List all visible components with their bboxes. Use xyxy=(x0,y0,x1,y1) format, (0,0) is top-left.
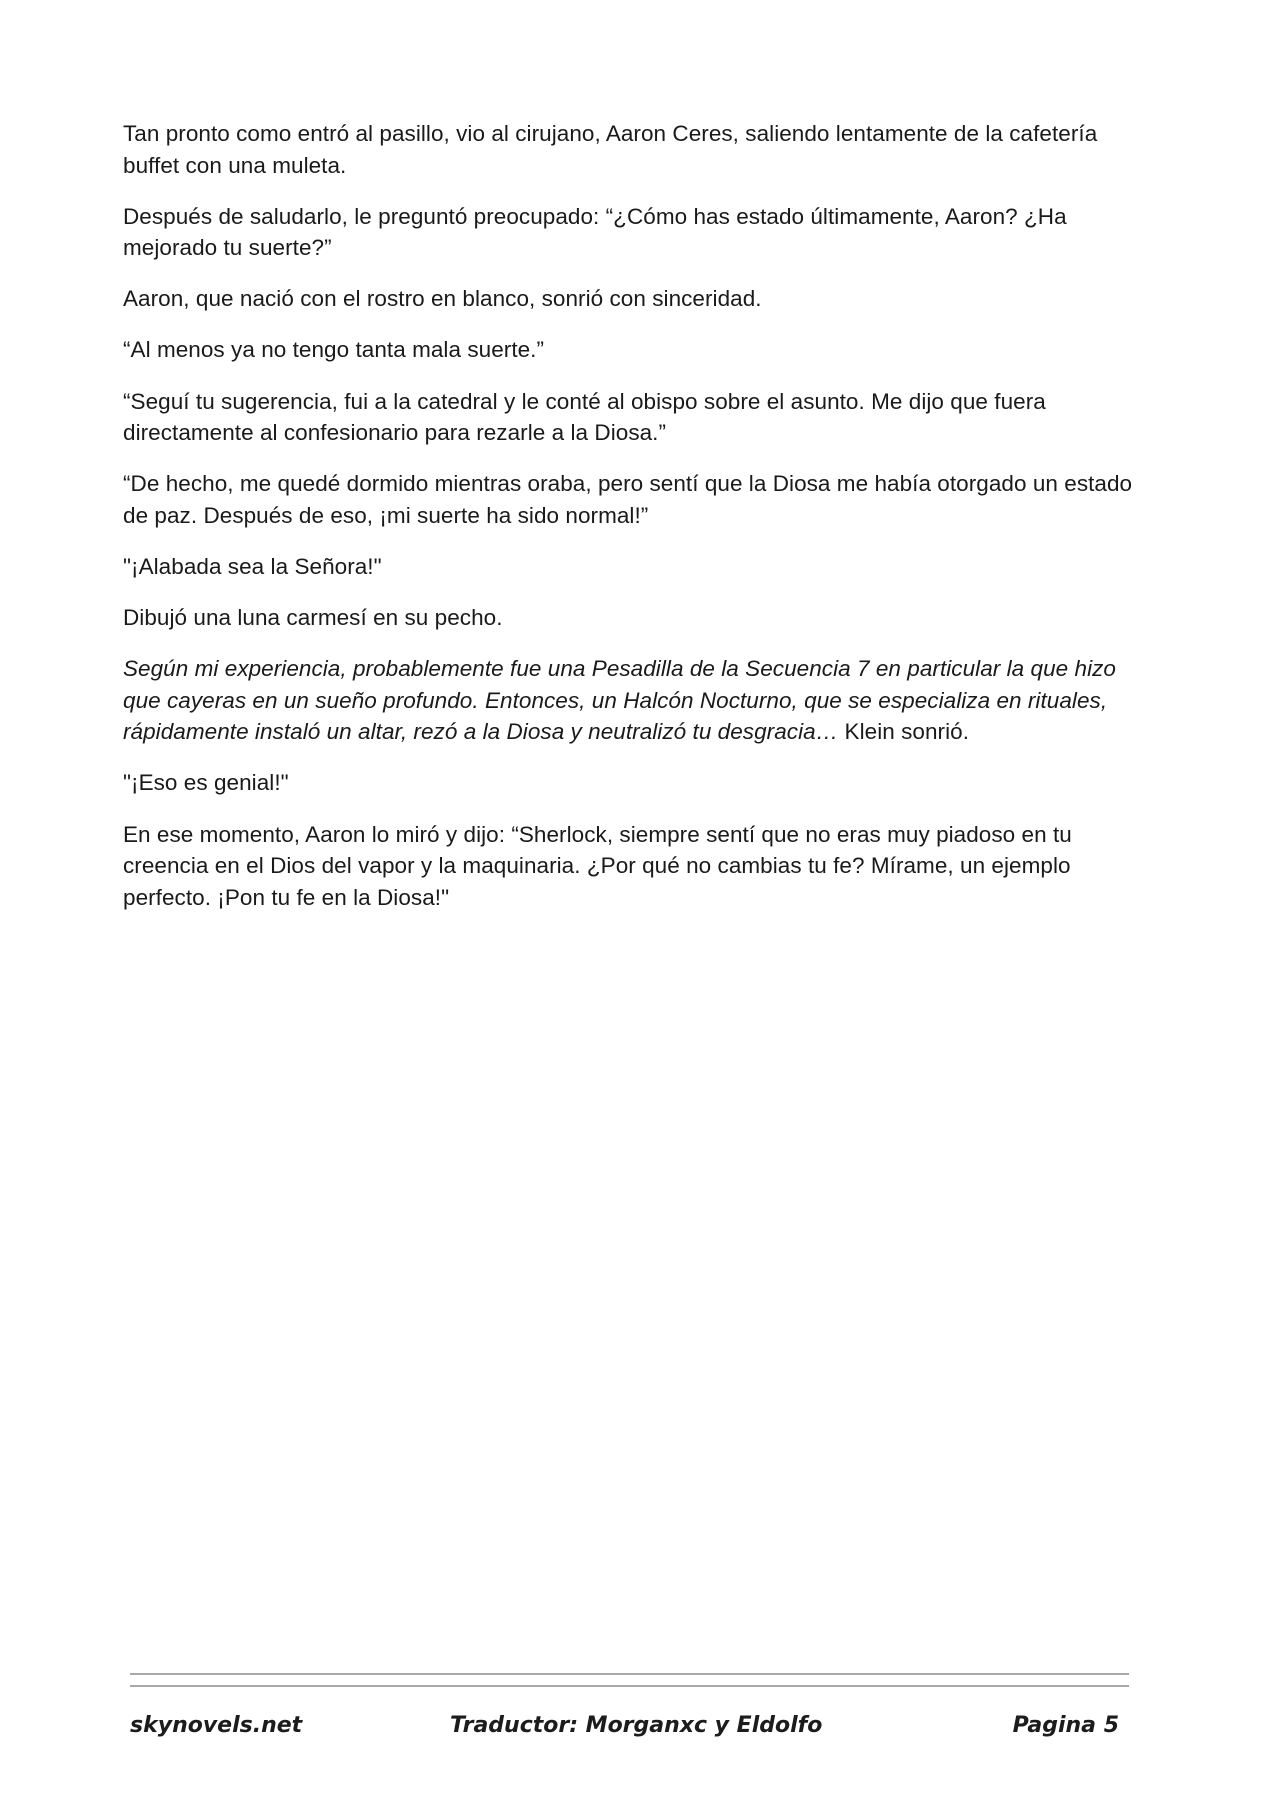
paragraph-4: “Al menos ya no tengo tanta mala suerte.” xyxy=(123,337,545,363)
paragraph-11: En ese momento, Aaron lo miró y dijo: “Sherlock, siempre sentí que no eras muy piadoso en tu creencia en el Dios del vapor y la maquinaria. ¿Por qué no cambias tu fe? Mírame, un ejemplo perfecto. ¡Pon tu fe en la Diosa!" xyxy=(123,821,1072,910)
paragraph-10: "¡Eso es genial!" xyxy=(123,770,289,796)
footer-divider-bottom xyxy=(130,1685,1129,1687)
paragraph-9-narration: Klein sonrió. xyxy=(838,719,970,745)
paragraph-5: “Seguí tu sugerencia, fui a la catedral y le conté al obispo sobre el asunto. Me dijo que fuera directamente al confesionario para rezarle a la Diosa.” xyxy=(123,388,1046,446)
footer-divider-top xyxy=(130,1673,1129,1675)
paragraph-7: "¡Alabada sea la Señora!" xyxy=(123,553,382,579)
paragraph-6: “De hecho, me quedé dormido mientras oraba, pero sentí que la Diosa me había otorgado un estado de paz. Después de eso, ¡mi suerte ha sido normal!” xyxy=(123,471,1133,528)
paragraph-8: Dibujó una luna carmesí en su pecho. xyxy=(123,605,503,631)
footer-site: skynovels.net xyxy=(130,1713,303,1738)
page-footer xyxy=(130,1713,1129,1749)
paragraph-3: Aaron, que nació con el rostro en blanco, sonrió con sinceridad. xyxy=(123,286,762,312)
document-body xyxy=(123,118,1133,933)
footer-page-number: Pagina 5 xyxy=(1012,1713,1119,1738)
footer-translator: Traductor: Morganxc y Eldolfo xyxy=(450,1713,823,1738)
paragraph-1: Tan pronto como entró al pasillo, vio al cirujano, Aaron Ceres, saliendo lentamente de la cafetería buffet con una muleta. xyxy=(123,121,1098,178)
paragraph-2: Después de saludarlo, le preguntó preocupado: “¿Cómo has estado últimamente, Aaron? ¿Ha mejorado tu suerte?” xyxy=(123,203,1067,261)
paragraph-9 xyxy=(123,653,1133,748)
paragraph-9-italic-thought: Según mi experiencia, probablemente fue una Pesadilla de la Secuencia 7 en particular la que hizo que cayeras en un sueño profundo. Entonces, un Halcón Nocturno, que se especializa en rituales, rápidamente instaló un altar, rezó a la Diosa y neutralizó tu desgracia… xyxy=(123,656,1116,745)
